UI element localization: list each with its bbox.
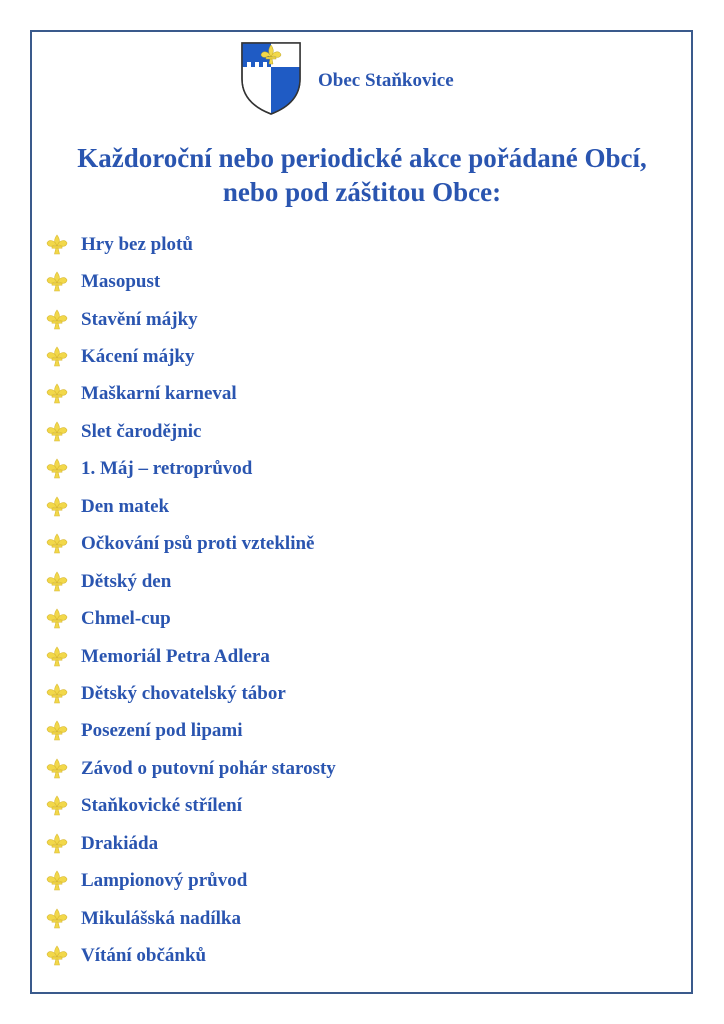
fleur-de-lis-icon [46, 496, 68, 518]
fleur-de-lis-icon [46, 945, 68, 967]
list-item [46, 376, 336, 413]
fleur-de-lis-icon [46, 271, 68, 293]
list-item [46, 563, 336, 600]
event-label: Chmel-cup [81, 608, 171, 630]
list-item [46, 675, 336, 712]
event-label: Den matek [81, 495, 170, 517]
list-item [46, 526, 336, 563]
event-label: Vítání občánků [81, 945, 207, 967]
list-item [46, 713, 336, 750]
list-item [46, 263, 336, 300]
list-item [46, 788, 336, 825]
list-item [46, 937, 336, 974]
fleur-de-lis-icon [46, 833, 68, 855]
event-label: Memoriál Petra Adlera [81, 645, 270, 667]
list-item [46, 862, 336, 899]
event-label: Mikulášská nadílka [81, 907, 241, 929]
event-label: Maškarní karneval [81, 383, 237, 405]
fleur-de-lis-icon [46, 646, 68, 668]
fleur-de-lis-icon [46, 683, 68, 705]
coat-of-arms-icon [240, 41, 302, 116]
event-label: Kácení májky [81, 346, 195, 368]
page-title-line1: Každoroční nebo periodické akce pořádané Obcí, [77, 143, 647, 173]
event-label: Lampionový průvod [81, 870, 248, 892]
fleur-de-lis-icon [46, 533, 68, 555]
fleur-de-lis-icon [46, 608, 68, 630]
fleur-de-lis-icon [46, 908, 68, 930]
list-item [46, 301, 336, 338]
org-name: Obec Staňkovice [318, 70, 454, 91]
event-label: Masopust [81, 271, 161, 293]
list-item [46, 900, 336, 937]
list-item [46, 638, 336, 675]
fleur-de-lis-icon [46, 758, 68, 780]
event-label: Posezení pod lipami [81, 720, 243, 742]
fleur-de-lis-icon [46, 346, 68, 368]
fleur-de-lis-icon [46, 795, 68, 817]
fleur-de-lis-icon [46, 571, 68, 593]
event-label: Dětský den [81, 570, 172, 592]
list-item [46, 750, 336, 787]
fleur-de-lis-icon [46, 720, 68, 742]
events-list [46, 226, 336, 975]
list-item [46, 600, 336, 637]
page-title-line2: nebo pod záštitou Obce: [222, 177, 502, 207]
event-label: Stavění májky [81, 308, 198, 330]
fleur-de-lis-icon [46, 309, 68, 331]
list-item [46, 451, 336, 488]
event-label: Hry bez plotů [81, 233, 193, 255]
list-item [46, 413, 336, 450]
list-item [46, 338, 336, 375]
list-item [46, 226, 336, 263]
list-item [46, 825, 336, 862]
event-label: Drakiáda [81, 832, 159, 854]
fleur-de-lis-icon [46, 383, 68, 405]
event-label: Dětský chovatelský tábor [81, 682, 286, 704]
fleur-de-lis-icon [46, 421, 68, 443]
event-label: 1. Máj – retroprůvod [81, 458, 253, 480]
event-label: Závod o putovní pohár starosty [81, 757, 336, 779]
event-label: Slet čarodějnic [81, 420, 202, 442]
fleur-de-lis-icon [46, 458, 68, 480]
fleur-de-lis-icon [46, 234, 68, 256]
list-item [46, 488, 336, 525]
fleur-de-lis-icon [46, 870, 68, 892]
event-label: Očkování psů proti vzteklině [81, 533, 315, 555]
event-label: Staňkovické střílení [81, 795, 242, 817]
